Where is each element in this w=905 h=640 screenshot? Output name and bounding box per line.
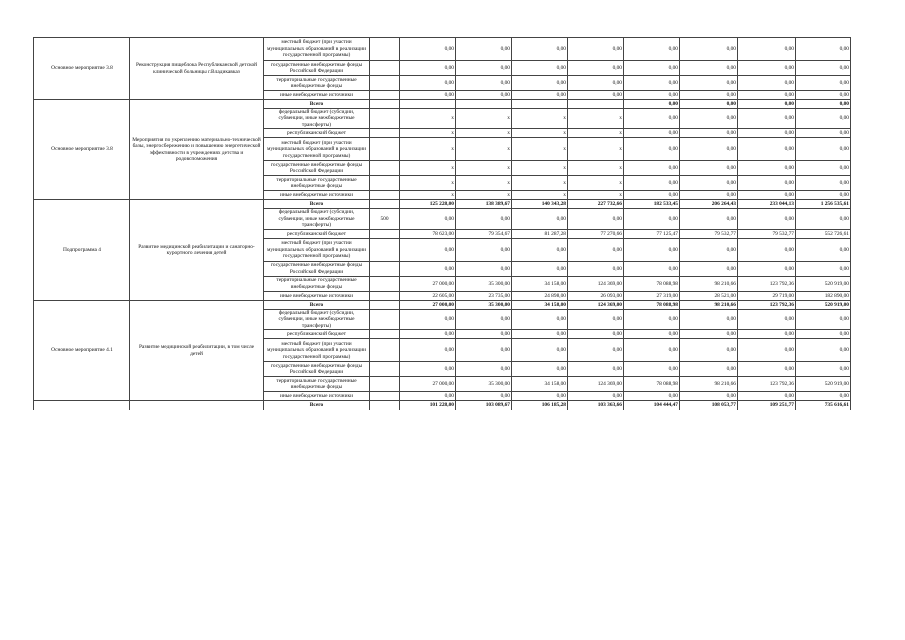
code-cell xyxy=(370,200,400,209)
activity-description-cell xyxy=(130,401,264,410)
value-cell: x xyxy=(400,138,456,161)
value-cell: 520 919,00 xyxy=(796,300,851,309)
value-cell: 0,00 xyxy=(512,330,568,339)
value-cell: 0,00 xyxy=(680,191,738,200)
code-cell xyxy=(370,76,400,91)
value-cell: 0,00 xyxy=(456,330,512,339)
value-cell: 0,00 xyxy=(796,261,851,276)
value-cell: x xyxy=(568,129,624,138)
value-cell: x xyxy=(568,109,624,129)
value-cell: 0,00 xyxy=(456,309,512,329)
value-cell: 0,00 xyxy=(624,100,680,109)
value-cell: 0,00 xyxy=(796,392,851,401)
value-cell: 123 792,36 xyxy=(738,300,796,309)
value-cell: 233 044,13 xyxy=(738,200,796,209)
value-cell: 0,00 xyxy=(624,38,680,61)
activity-description-cell: Реконструкция пищеблока Республиканской детской клинической больницы г.Владикавказ xyxy=(130,38,264,100)
value-cell: 0,00 xyxy=(400,209,456,229)
value-cell: 0,00 xyxy=(738,176,796,191)
activity-title-cell: Основное мероприятие 3.8 xyxy=(34,38,130,100)
value-cell: x xyxy=(512,176,568,191)
value-cell: 22 605,00 xyxy=(400,291,456,300)
funding-source-cell: иные внебюджетные источники xyxy=(264,91,370,100)
value-cell: 0,00 xyxy=(680,209,738,229)
value-cell: 0,00 xyxy=(738,238,796,261)
activity-title-cell xyxy=(34,401,130,410)
value-cell: 0,00 xyxy=(796,176,851,191)
value-cell: x xyxy=(456,191,512,200)
activity-description-cell: Мероприятия по укреплению материально-технической базы, энергосбережению и повышению энергетической эффективности в учреждениях детства и родовспоможения xyxy=(130,100,264,200)
value-cell: x xyxy=(400,129,456,138)
funding-source-cell: Всего xyxy=(264,100,370,109)
value-cell: 0,00 xyxy=(568,38,624,61)
value-cell: 0,00 xyxy=(624,261,680,276)
value-cell: x xyxy=(400,176,456,191)
value-cell: x xyxy=(568,191,624,200)
value-cell: 0,00 xyxy=(624,191,680,200)
code-cell xyxy=(370,392,400,401)
value-cell: 35 300,00 xyxy=(456,377,512,392)
budget-table xyxy=(33,37,851,410)
value-cell: 520 919,00 xyxy=(796,377,851,392)
value-cell: 0,00 xyxy=(568,61,624,76)
funding-source-cell: территориальные государственные внебюджетные фонды xyxy=(264,276,370,291)
code-cell xyxy=(370,276,400,291)
value-cell: 0,00 xyxy=(456,339,512,362)
value-cell: 0,00 xyxy=(796,330,851,339)
value-cell: 0,00 xyxy=(624,109,680,129)
value-cell: 77 270,66 xyxy=(568,229,624,238)
value-cell: 0,00 xyxy=(456,209,512,229)
value-cell: 0,00 xyxy=(680,339,738,362)
value-cell: 0,00 xyxy=(512,61,568,76)
value-cell: 0,00 xyxy=(796,129,851,138)
value-cell: 124 369,00 xyxy=(568,276,624,291)
value-cell: 0,00 xyxy=(400,238,456,261)
value-cell: 35 300,00 xyxy=(456,300,512,309)
value-cell: 206 264,43 xyxy=(680,200,738,209)
value-cell: x xyxy=(400,109,456,129)
value-cell: 0,00 xyxy=(512,392,568,401)
value-cell: 0,00 xyxy=(738,76,796,91)
funding-source-cell: Всего xyxy=(264,200,370,209)
code-cell xyxy=(370,330,400,339)
value-cell: 0,00 xyxy=(456,362,512,377)
activity-description-cell: Развитие медицинской реабилитации и санаторно-курортного лечения детей xyxy=(130,200,264,300)
value-cell: 0,00 xyxy=(680,362,738,377)
value-cell: 0,00 xyxy=(796,238,851,261)
value-cell: 0,00 xyxy=(400,392,456,401)
value-cell: 0,00 xyxy=(568,238,624,261)
value-cell: 0,00 xyxy=(456,61,512,76)
code-cell xyxy=(370,339,400,362)
value-cell: 0,00 xyxy=(400,38,456,61)
value-cell: 0,00 xyxy=(568,76,624,91)
value-cell: 98 210,66 xyxy=(680,300,738,309)
value-cell: 0,00 xyxy=(738,61,796,76)
value-cell: 0,00 xyxy=(512,91,568,100)
activity-title-cell: Подпрограмма 4 xyxy=(34,200,130,300)
value-cell: 0,00 xyxy=(738,138,796,161)
value-cell: 78 088,98 xyxy=(624,377,680,392)
value-cell: 0,00 xyxy=(680,161,738,176)
value-cell: 0,00 xyxy=(456,238,512,261)
value-cell: 0,00 xyxy=(400,362,456,377)
value-cell: 34 158,00 xyxy=(512,300,568,309)
value-cell: 0,00 xyxy=(738,330,796,339)
code-cell xyxy=(370,161,400,176)
value-cell: 106 185,28 xyxy=(512,401,568,410)
value-cell: 81 287,28 xyxy=(512,229,568,238)
code-cell xyxy=(370,109,400,129)
value-cell: 0,00 xyxy=(738,362,796,377)
value-cell: 124 369,00 xyxy=(568,377,624,392)
value-cell: 552 726,61 xyxy=(796,229,851,238)
value-cell: 24 898,00 xyxy=(512,291,568,300)
funding-source-cell: иные внебюджетные источники xyxy=(264,291,370,300)
value-cell: 29 719,00 xyxy=(738,291,796,300)
value-cell: 735 616,61 xyxy=(796,401,851,410)
value-cell: 103 363,66 xyxy=(568,401,624,410)
value-cell: 0,00 xyxy=(624,138,680,161)
value-cell: 27 000,00 xyxy=(400,276,456,291)
value-cell: 0,00 xyxy=(680,109,738,129)
value-cell: 0,00 xyxy=(738,191,796,200)
value-cell: 182 533,45 xyxy=(624,200,680,209)
activity-description-cell: Развитие медицинской реабилитации, в том числе детей xyxy=(130,300,264,400)
funding-source-cell: Всего xyxy=(264,300,370,309)
value-cell: 0,00 xyxy=(624,91,680,100)
value-cell: 0,00 xyxy=(400,330,456,339)
value-cell: 0,00 xyxy=(796,100,851,109)
funding-source-cell: федеральный бюджет (субсидии, субвенции, иные межбюджетные трансферты) xyxy=(264,309,370,329)
value-cell: 0,00 xyxy=(796,362,851,377)
value-cell: 0,00 xyxy=(512,76,568,91)
value-cell: 1 256 535,61 xyxy=(796,200,851,209)
value-cell: 0,00 xyxy=(680,76,738,91)
value-cell: 0,00 xyxy=(400,261,456,276)
funding-source-cell: республиканский бюджет xyxy=(264,229,370,238)
value-cell: 0,00 xyxy=(680,261,738,276)
value-cell: 0,00 xyxy=(680,392,738,401)
funding-source-cell: местный бюджет (при участии муниципальных образований в реализации государственной программы) xyxy=(264,38,370,61)
value-cell: 0,00 xyxy=(512,362,568,377)
value-cell: 0,00 xyxy=(624,61,680,76)
funding-source-cell: государственные внебюджетные фонды Российской Федерации xyxy=(264,362,370,377)
value-cell: 0,00 xyxy=(568,261,624,276)
value-cell: 0,00 xyxy=(796,138,851,161)
table-body xyxy=(34,38,851,410)
value-cell: 0,00 xyxy=(738,109,796,129)
value-cell: 0,00 xyxy=(400,91,456,100)
value-cell: x xyxy=(568,138,624,161)
value-cell: 0,00 xyxy=(400,309,456,329)
code-cell xyxy=(370,100,400,109)
value-cell: 0,00 xyxy=(624,209,680,229)
code-cell: 500 xyxy=(370,209,400,229)
value-cell: 0,00 xyxy=(738,261,796,276)
value-cell: 0,00 xyxy=(512,38,568,61)
value-cell: 0,00 xyxy=(738,339,796,362)
activity-title-cell: Основное мероприятие 4.1 xyxy=(34,300,130,400)
table-total-row xyxy=(34,200,851,209)
value-cell: 0,00 xyxy=(624,238,680,261)
value-cell: 35 300,00 xyxy=(456,276,512,291)
value-cell: x xyxy=(456,138,512,161)
funding-source-cell: местный бюджет (при участии муниципальных образований в реализации государственной программы) xyxy=(264,238,370,261)
value-cell: 124 369,00 xyxy=(568,300,624,309)
value-cell: x xyxy=(512,161,568,176)
value-cell: 0,00 xyxy=(680,330,738,339)
value-cell: 0,00 xyxy=(456,91,512,100)
value-cell: 78 088,98 xyxy=(624,300,680,309)
value-cell xyxy=(456,100,512,109)
code-cell xyxy=(370,291,400,300)
code-cell xyxy=(370,138,400,161)
value-cell: 0,00 xyxy=(400,61,456,76)
value-cell: 23 735,00 xyxy=(456,291,512,300)
code-cell xyxy=(370,38,400,61)
value-cell: 0,00 xyxy=(568,392,624,401)
value-cell: 0,00 xyxy=(400,339,456,362)
value-cell: 0,00 xyxy=(796,209,851,229)
value-cell: 27 000,00 xyxy=(400,300,456,309)
value-cell: 0,00 xyxy=(796,76,851,91)
funding-source-cell: Всего xyxy=(264,401,370,410)
value-cell: 109 251,77 xyxy=(738,401,796,410)
code-cell xyxy=(370,91,400,100)
value-cell: 0,00 xyxy=(624,330,680,339)
value-cell: 125 228,00 xyxy=(400,200,456,209)
value-cell: 0,00 xyxy=(568,309,624,329)
value-cell: 0,00 xyxy=(680,38,738,61)
value-cell: 0,00 xyxy=(796,191,851,200)
value-cell: 0,00 xyxy=(624,362,680,377)
value-cell: 104 444,47 xyxy=(624,401,680,410)
code-cell xyxy=(370,362,400,377)
value-cell: 0,00 xyxy=(624,161,680,176)
value-cell xyxy=(400,100,456,109)
value-cell: 0,00 xyxy=(512,238,568,261)
value-cell: 0,00 xyxy=(512,261,568,276)
value-cell: 0,00 xyxy=(624,392,680,401)
value-cell: x xyxy=(400,161,456,176)
value-cell xyxy=(568,100,624,109)
value-cell: 0,00 xyxy=(680,138,738,161)
value-cell: x xyxy=(456,109,512,129)
value-cell: 0,00 xyxy=(680,129,738,138)
code-cell xyxy=(370,238,400,261)
value-cell: 101 228,00 xyxy=(400,401,456,410)
value-cell: 0,00 xyxy=(738,392,796,401)
value-cell: 0,00 xyxy=(738,209,796,229)
value-cell: 138 389,67 xyxy=(456,200,512,209)
value-cell: 0,00 xyxy=(624,176,680,191)
value-cell: x xyxy=(456,129,512,138)
value-cell: 0,00 xyxy=(738,129,796,138)
value-cell: 0,00 xyxy=(680,176,738,191)
value-cell: 0,00 xyxy=(512,209,568,229)
value-cell: 27 319,00 xyxy=(624,291,680,300)
value-cell: 0,00 xyxy=(456,76,512,91)
value-cell: 0,00 xyxy=(680,100,738,109)
funding-source-cell: территориальные государственные внебюджетные фонды xyxy=(264,76,370,91)
funding-source-cell: иные внебюджетные источники xyxy=(264,191,370,200)
code-cell xyxy=(370,401,400,410)
funding-source-cell: иные внебюджетные источники xyxy=(264,392,370,401)
value-cell: 0,00 xyxy=(738,309,796,329)
code-cell xyxy=(370,261,400,276)
value-cell: 0,00 xyxy=(624,309,680,329)
value-cell: 123 792,36 xyxy=(738,276,796,291)
funding-source-cell: федеральный бюджет (субсидии, субвенции, иные межбюджетные трансферты) xyxy=(264,209,370,229)
value-cell: 0,00 xyxy=(680,61,738,76)
code-cell xyxy=(370,300,400,309)
funding-source-cell: территориальные государственные внебюджетные фонды xyxy=(264,377,370,392)
value-cell: 0,00 xyxy=(680,91,738,100)
value-cell: x xyxy=(512,109,568,129)
code-cell xyxy=(370,309,400,329)
value-cell: 0,00 xyxy=(512,339,568,362)
value-cell: x xyxy=(568,161,624,176)
value-cell: x xyxy=(456,161,512,176)
value-cell: 34 158,00 xyxy=(512,276,568,291)
table-total-row xyxy=(34,100,851,109)
value-cell: 0,00 xyxy=(680,309,738,329)
funding-source-cell: территориальные государственные внебюджетные фонды xyxy=(264,176,370,191)
value-cell: 140 343,28 xyxy=(512,200,568,209)
value-cell: 0,00 xyxy=(738,100,796,109)
value-cell: 78 623,00 xyxy=(400,229,456,238)
funding-source-cell: федеральный бюджет (субсидии, субвенции, иные межбюджетные трансферты) xyxy=(264,109,370,129)
funding-source-cell: местный бюджет (при участии муниципальных образований в реализации государственной программы) xyxy=(264,339,370,362)
value-cell: 182 890,00 xyxy=(796,291,851,300)
code-cell xyxy=(370,229,400,238)
value-cell xyxy=(512,100,568,109)
value-cell: 0,00 xyxy=(568,330,624,339)
value-cell: 79 532,77 xyxy=(738,229,796,238)
value-cell: 520 919,00 xyxy=(796,276,851,291)
funding-source-cell: республиканский бюджет xyxy=(264,129,370,138)
value-cell: 0,00 xyxy=(796,109,851,129)
value-cell: 0,00 xyxy=(512,309,568,329)
value-cell: 0,00 xyxy=(568,209,624,229)
value-cell: 0,00 xyxy=(796,339,851,362)
value-cell: x xyxy=(568,176,624,191)
funding-source-cell: государственные внебюджетные фонды Российской Федерации xyxy=(264,61,370,76)
funding-source-cell: государственные внебюджетные фонды Российской Федерации xyxy=(264,161,370,176)
value-cell: 0,00 xyxy=(568,362,624,377)
value-cell: 0,00 xyxy=(456,392,512,401)
value-cell: 0,00 xyxy=(624,129,680,138)
value-cell: 28 521,00 xyxy=(680,291,738,300)
value-cell: 0,00 xyxy=(738,91,796,100)
value-cell: 108 053,77 xyxy=(680,401,738,410)
value-cell: x xyxy=(512,129,568,138)
code-cell xyxy=(370,191,400,200)
value-cell: 98 210,66 xyxy=(680,377,738,392)
value-cell: 0,00 xyxy=(796,161,851,176)
value-cell: 0,00 xyxy=(456,261,512,276)
value-cell: 0,00 xyxy=(680,238,738,261)
value-cell: 0,00 xyxy=(568,91,624,100)
value-cell: 79 532,77 xyxy=(680,229,738,238)
value-cell: 0,00 xyxy=(624,76,680,91)
value-cell: 0,00 xyxy=(796,61,851,76)
value-cell: x xyxy=(512,191,568,200)
value-cell: x xyxy=(456,176,512,191)
code-cell xyxy=(370,129,400,138)
value-cell: 0,00 xyxy=(796,38,851,61)
value-cell: 79 354,67 xyxy=(456,229,512,238)
table-total-row xyxy=(34,401,851,410)
value-cell: 123 792,36 xyxy=(738,377,796,392)
value-cell: 0,00 xyxy=(738,38,796,61)
code-cell xyxy=(370,176,400,191)
funding-source-cell: местный бюджет (при участии муниципальных образований в реализации государственной программы) xyxy=(264,138,370,161)
value-cell: 26 093,00 xyxy=(568,291,624,300)
value-cell: x xyxy=(512,138,568,161)
activity-title-cell: Основное мероприятие 3.8 xyxy=(34,100,130,200)
value-cell: 0,00 xyxy=(400,76,456,91)
table-row xyxy=(34,38,851,61)
value-cell: 103 089,67 xyxy=(456,401,512,410)
value-cell: 77 125,47 xyxy=(624,229,680,238)
value-cell: 98 210,66 xyxy=(680,276,738,291)
value-cell: 0,00 xyxy=(738,161,796,176)
value-cell: 0,00 xyxy=(796,309,851,329)
funding-source-cell: республиканский бюджет xyxy=(264,330,370,339)
value-cell: 27 000,00 xyxy=(400,377,456,392)
value-cell: 0,00 xyxy=(624,339,680,362)
code-cell xyxy=(370,377,400,392)
value-cell: 0,00 xyxy=(796,91,851,100)
value-cell: 0,00 xyxy=(568,339,624,362)
code-cell xyxy=(370,61,400,76)
table-total-row xyxy=(34,300,851,309)
funding-source-cell: государственные внебюджетные фонды Российской Федерации xyxy=(264,261,370,276)
value-cell: 78 088,98 xyxy=(624,276,680,291)
value-cell: 0,00 xyxy=(456,38,512,61)
value-cell: 34 158,00 xyxy=(512,377,568,392)
value-cell: x xyxy=(400,191,456,200)
value-cell: 227 732,66 xyxy=(568,200,624,209)
